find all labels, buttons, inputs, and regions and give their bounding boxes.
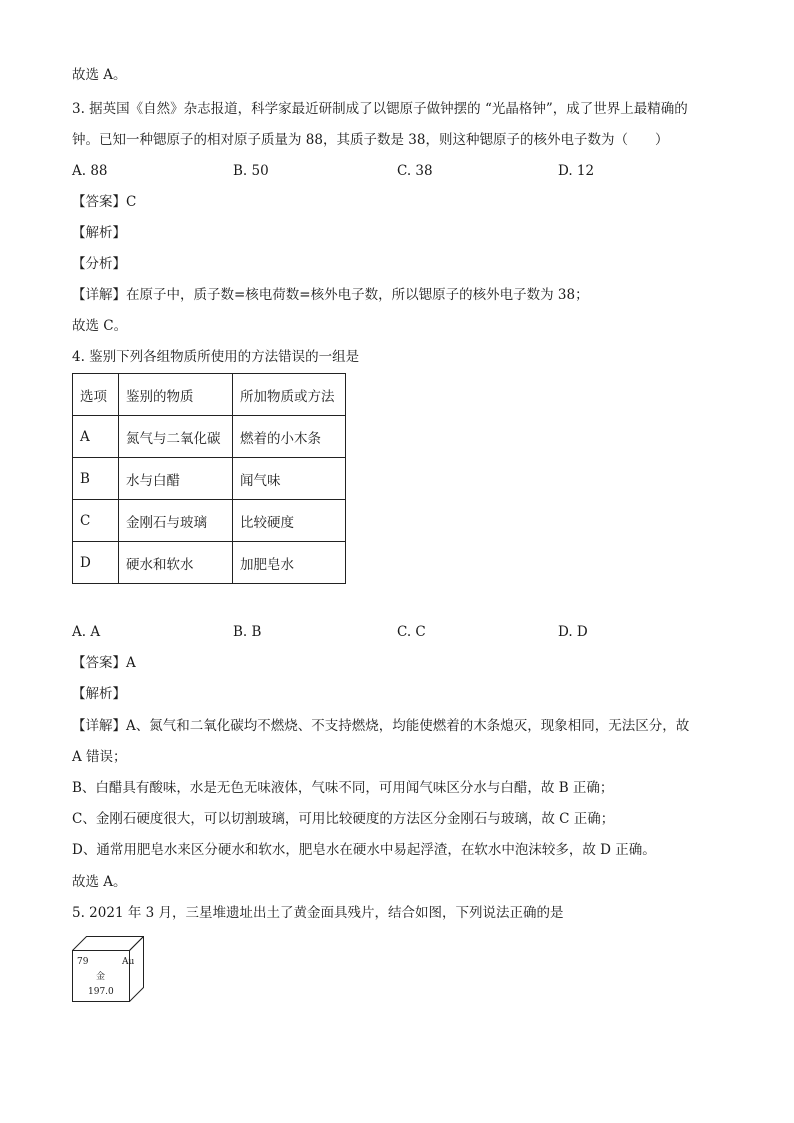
table-cell: D xyxy=(73,542,119,584)
q4-detail-d: D、通常用肥皂水来区分硬水和软水，肥皂水在硬水中易起浮渣，在软水中泡沫较多，故 D 正确。 xyxy=(72,842,656,858)
q4-detail-line1: 【详解】A、氮气和二氧化碳均不燃烧、不支持燃烧，均能使燃着的木条熄灭，现象相同，无法区分，故 xyxy=(72,718,690,734)
table-cell: C xyxy=(73,500,119,542)
q4-option-a: A. A xyxy=(72,624,101,640)
q4-detail-b: B、白醋具有酸味，水是无色无味液体，气味不同，可用闻气味区分水与白醋，故 B 正确； xyxy=(72,780,614,796)
q3-analysis-label: 【解析】 xyxy=(72,225,126,241)
atomic-mass: 197.0 xyxy=(88,987,114,997)
table-cell: 水与白醋 xyxy=(119,458,233,500)
q3-stem-line2: 钟。已知一种锶原子的相对原子质量为 88，其质子数是 38，则这种锶原子的核外电子数为（ ） xyxy=(72,132,669,148)
table-cell: 比较硬度 xyxy=(233,500,346,542)
q2-conclusion: 故选 A。 xyxy=(72,67,127,83)
table-cell: 闻气味 xyxy=(233,458,346,500)
q4-answer: 【答案】A xyxy=(72,655,136,671)
q4-stem: 4. 鉴别下列各组物质所使用的方法错误的一组是 xyxy=(72,349,360,365)
table-header-cell: 所加物质或方法 xyxy=(233,374,346,416)
q4-option-b: B. B xyxy=(233,624,262,640)
element-cube-figure xyxy=(72,936,144,1002)
table-cell: 加肥皂水 xyxy=(233,542,346,584)
q5-stem: 5. 2021 年 3 月，三星堆遗址出土了黄金面具残片，结合如图，下列说法正确的是 xyxy=(72,905,564,921)
q4-conclusion: 故选 A。 xyxy=(72,874,127,890)
table-cell: A xyxy=(73,416,119,458)
table-row xyxy=(73,416,346,458)
q4-detail-line2: A 错误； xyxy=(72,749,127,765)
atomic-number: 79 xyxy=(77,957,89,967)
table-row xyxy=(73,542,346,584)
q3-option-d: D. 12 xyxy=(558,163,595,179)
table-cell: 金刚石与玻璃 xyxy=(119,500,233,542)
q3-answer: 【答案】C xyxy=(72,194,137,210)
table-header-cell: 选项 xyxy=(73,374,119,416)
table-cell: B xyxy=(73,458,119,500)
table-cell: 燃着的小木条 xyxy=(233,416,346,458)
q4-table xyxy=(72,373,346,584)
q3-option-c: C. 38 xyxy=(397,163,433,179)
q4-option-c: C. C xyxy=(397,624,426,640)
q3-option-a: A. 88 xyxy=(72,163,108,179)
table-header-cell: 鉴别的物质 xyxy=(119,374,233,416)
q3-fenxi-label: 【分析】 xyxy=(72,256,126,272)
table-row xyxy=(73,500,346,542)
element-name: 金 xyxy=(96,972,106,982)
table-cell: 硬水和软水 xyxy=(119,542,233,584)
q3-stem-line1: 3. 据英国《自然》杂志报道，科学家最近研制成了以锶原子做钟摆的 “光晶格钟”，成了世界上最精确的 xyxy=(72,101,688,117)
q3-option-b: B. 50 xyxy=(233,163,269,179)
q3-conclusion: 故选 C。 xyxy=(72,318,128,334)
q4-option-d: D. D xyxy=(558,624,588,640)
q4-analysis-label: 【解析】 xyxy=(72,686,126,702)
table-header-row xyxy=(73,374,346,416)
element-symbol: Au xyxy=(122,957,135,967)
table-cell: 氮气与二氧化碳 xyxy=(119,416,233,458)
table-row xyxy=(73,458,346,500)
q4-detail-c: C、金刚石硬度很大，可以切割玻璃，可用比较硬度的方法区分金刚石与玻璃，故 C 正确； xyxy=(72,811,615,827)
q3-detail: 【详解】在原子中，质子数=核电荷数=核外电子数，所以锶原子的核外电子数为 38； xyxy=(72,287,589,303)
